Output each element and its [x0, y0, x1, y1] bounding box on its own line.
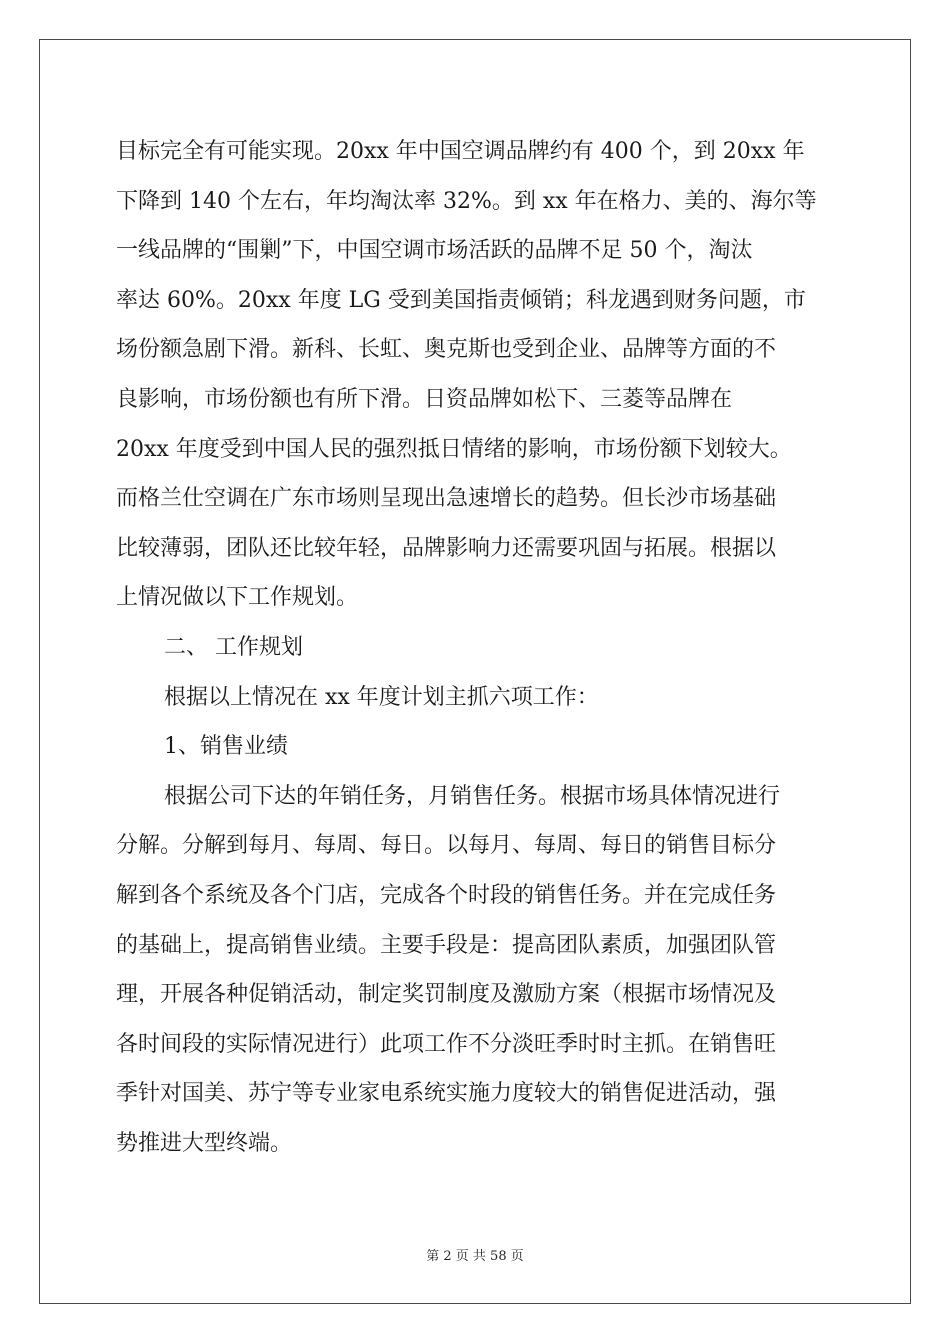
- subsection-heading: 1、销售业绩: [164, 734, 288, 760]
- text-line: 目标完全有可能实现。20xx 年中国空调品牌约有 400 个，到 20xx 年: [116, 139, 805, 164]
- text-line: 解到各个系统及各个门店，完成各个时段的销售任务。并在完成任务: [116, 882, 777, 908]
- text-line: 势推进大型终端。: [116, 1130, 293, 1156]
- text-line: 一线品牌的“围剿”下，中国空调市场活跃的品牌不足 50 个，淘汰: [116, 238, 753, 264]
- text-line: 季针对国美、苏宁等专业家电系统实施力度较大的销售促进活动，强: [116, 1081, 777, 1107]
- section-heading: 二、 工作规划: [164, 634, 303, 660]
- text-line: 各时间段的实际情况进行）此项工作不分淡旺季时时主抓。在销售旺: [116, 1031, 777, 1057]
- text-line: 的基础上，提高销售业绩。主要手段是：提高团队素质，加强团队管: [116, 932, 777, 958]
- text-line: 20xx 年度受到中国人民的强烈抵日情绪的影响，市场份额下划较大。: [116, 436, 792, 462]
- text-line: 比较薄弱，团队还比较年轻，品牌影响力还需要巩固与拓展。根据以: [116, 535, 777, 561]
- page-number-footer: 第 2 页 共 58 页: [426, 1249, 524, 1264]
- text-line: 上情况做以下工作规划。: [116, 585, 359, 611]
- text-line: 良影响，市场份额也有所下滑。日资品牌如松下、三菱等品牌在: [116, 386, 733, 412]
- text-line: 下降到 140 个左右，年均淘汰率 32%。到 xx 年在格力、美的、海尔等: [116, 188, 817, 214]
- text-line: 根据公司下达的年销任务，月销售任务。根据市场具体情况进行: [164, 783, 781, 809]
- document-body: [116, 127, 846, 1168]
- text-line: 根据以上情况在 xx 年度计划主抓六项工作：: [164, 684, 599, 710]
- text-line: 率达 60%。20xx 年度 LG 受到美国指责倾销；科龙遇到财务问题，市: [116, 287, 806, 313]
- text-line: 理，开展各种促销活动，制定奖罚制度及激励方案（根据市场情况及: [116, 982, 777, 1008]
- text-line: 分解。分解到每月、每周、每日。以每月、每周、每日的销售目标分: [116, 833, 777, 859]
- text-line: 场份额急剧下滑。新科、长虹、奥克斯也受到企业、品牌等方面的不: [116, 337, 777, 363]
- text-line: 而格兰仕空调在广东市场则呈现出急速增长的趋势。但长沙市场基础: [116, 486, 777, 512]
